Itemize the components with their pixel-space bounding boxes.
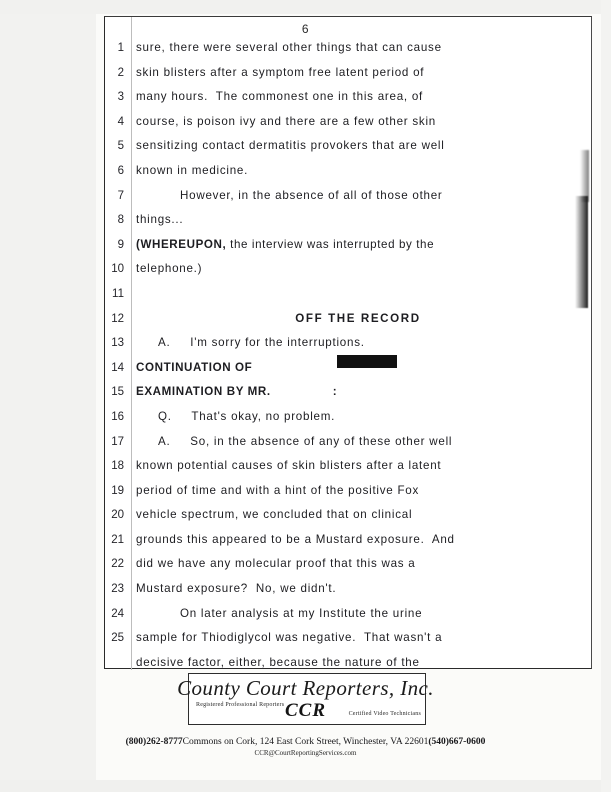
line-number: 1: [117, 42, 124, 54]
scan-edge-top: [0, 0, 611, 14]
scan-edge-right: [601, 0, 611, 792]
transcript-line: did we have any molecular proof that this was a: [136, 557, 416, 571]
line-number: 16: [111, 410, 124, 423]
transcript-line: A. So, in the absence of any of these other well: [158, 434, 453, 448]
transcript-line: known in medicine.: [136, 163, 249, 177]
line-number: 17: [111, 435, 124, 448]
line-number: 7: [117, 189, 124, 202]
footer-website: CCR@CourtReportingServices.com: [254, 749, 357, 757]
transcript-line: Mustard exposure? No, we didn't.: [136, 582, 337, 596]
line-number: 5: [117, 140, 124, 153]
transcript-line: grounds this appeared to be a Mustard exposure. And: [136, 532, 455, 546]
scan-edge-left: [0, 0, 96, 792]
transcript-line-text: the interview was interrupted by the: [226, 237, 435, 251]
reporter-tagline-left: Registered Professional Reporters: [196, 702, 285, 708]
transcript-line: period of time and with a hint of the positive Fox: [136, 483, 420, 497]
transcript-line: Q. That's okay, no problem.: [158, 409, 336, 423]
line-number: 2: [117, 66, 124, 79]
redaction-bar: [337, 355, 397, 368]
transcript-line: known potential causes of skin blisters after a latent: [136, 459, 442, 473]
line-number: 18: [111, 460, 124, 473]
transcript-line: many hours. The commonest one in this area, of: [136, 90, 424, 104]
transcript-line-emphasis: (WHEREUPON,: [136, 237, 227, 251]
page-number: 6: [301, 22, 310, 36]
line-number: 10: [111, 263, 124, 276]
transcript-line: OFF THE RECORD: [295, 311, 421, 325]
line-number: 4: [117, 115, 124, 128]
footer-address: Commons on Cork, 124 East Cork Street, Winchester, VA 22601: [182, 737, 429, 747]
line-number: 22: [111, 558, 124, 571]
line-number: 6: [117, 164, 124, 177]
transcript-line: telephone.): [136, 262, 203, 276]
court-reporter-name: County Court Reporters, Inc.: [177, 676, 434, 700]
transcript-line: course, is poison ivy and there are a few other skin: [136, 114, 436, 128]
transcript-line: [136, 282, 580, 307]
transcript-line: vehicle spectrum, we concluded that on clinical: [136, 508, 413, 522]
scan-edge-bottom: [0, 780, 611, 792]
transcript-line: A. I'm sorry for the interruptions.: [158, 336, 365, 350]
line-number: 3: [117, 91, 124, 104]
line-number: 13: [111, 337, 124, 350]
ccr-logo-mark: CCR: [284, 700, 327, 721]
line-number: 11: [112, 287, 124, 300]
redaction-suffix: :: [332, 385, 338, 399]
line-number: 25: [111, 632, 124, 645]
transcript-line: decisive factor, either, because the nature of the: [136, 655, 420, 669]
transcript-line: skin blisters after a symptom free latent period of: [136, 65, 425, 79]
footer-phone-left: (800)262-8777: [125, 737, 183, 747]
footer-contact-line: [0, 737, 611, 747]
transcript-line: [136, 233, 580, 258]
transcript-line: However, in the absence of all of those other: [180, 188, 443, 202]
line-number: 19: [111, 484, 124, 497]
line-number: 21: [111, 533, 124, 546]
line-number: 14: [111, 361, 124, 374]
line-number: 15: [111, 386, 124, 399]
transcript-line: CONTINUATION OF: [136, 360, 253, 374]
transcript-line-text: EXAMINATION BY MR.: [136, 385, 271, 399]
line-number: 23: [111, 583, 124, 596]
line-number: 12: [111, 312, 124, 325]
scan-artifact-smudge-secondary: [580, 150, 589, 202]
transcript-line: [136, 380, 580, 405]
transcript-line: things...: [136, 213, 184, 227]
transcript-line: sensitizing contact dermatitis provokers that are well: [136, 139, 445, 153]
line-number: 9: [117, 238, 124, 251]
line-number: 8: [117, 214, 124, 227]
line-number-column: [104, 36, 130, 651]
transcript-line: On later analysis at my Institute the urine: [180, 606, 423, 620]
transcript-line: sure, there were several other things that can cause: [136, 41, 442, 54]
transcript-line: sample for Thiodiglycol was negative. That wasn't a: [136, 631, 443, 645]
line-number: 24: [111, 607, 124, 620]
line-number-rule: [131, 17, 132, 670]
reporter-tagline-right: Certified Video Technicians: [348, 711, 421, 717]
footer-phone-right: (540)667-0600: [428, 737, 486, 747]
line-number: 20: [111, 509, 124, 522]
